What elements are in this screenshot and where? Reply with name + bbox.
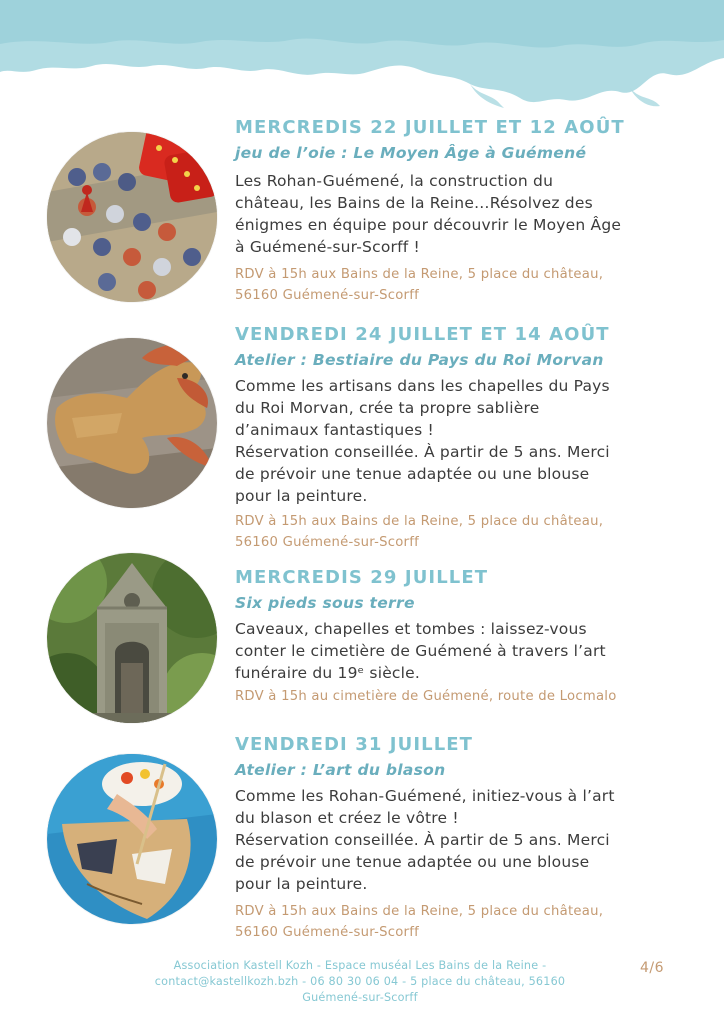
event-1-photo [47,132,217,302]
child-painting-coat-of-arms-photo [47,754,217,924]
description-line: château, les Bains de la Reine…Résolvez des [235,194,593,212]
event-description [235,170,675,258]
description-line: de prévoir une tenue adaptée ou une blouse [235,853,590,871]
watercolor-header-decoration [0,0,724,120]
board-game-with-red-dice-photo [47,132,217,302]
event-title: jeu de l’oie : Le Moyen Âge à Guémené [235,144,587,162]
rdv-line: RDV à 15h aux Bains de la Reine, 5 place du château, [235,904,604,919]
event-meeting-point [235,686,675,707]
event-4-photo [47,754,217,924]
gothic-funerary-chapel-photo [47,553,217,723]
event-date: MERCREDIS 29 JUILLET [235,567,489,588]
event-date: MERCREDIS 22 JUILLET ET 12 AOÛT [235,117,625,138]
event-description [235,785,675,895]
rdv-line: RDV à 15h au cimetière de Guémené, route de Locmalo [235,689,617,704]
rdv-line: 56160 Guémené-sur-Scorff [235,535,419,550]
description-line: énigmes en équipe pour découvrir le Moyen Âge [235,216,622,234]
description-line: du blason et créez le vôtre ! [235,809,459,827]
description-line: funéraire du 19ᵉ siècle. [235,664,421,682]
description-line: pour la peinture. [235,875,368,893]
description-line: à Guémené-sur-Scorff ! [235,238,420,256]
event-2-photo [47,338,217,508]
painted-carved-rooster-beam-photo [47,338,217,508]
event-description [235,375,675,507]
rdv-line: 56160 Guémené-sur-Scorff [235,288,419,303]
rdv-line: 56160 Guémené-sur-Scorff [235,925,419,940]
description-line: du Roi Morvan, crée ta propre sablière [235,399,540,417]
description-line: Réservation conseillée. À partir de 5 ans. Merci [235,831,610,849]
event-title: Atelier : L’art du blason [235,761,446,779]
event-date: VENDREDI 31 JUILLET [235,734,474,755]
event-description [235,618,675,684]
footer-line[interactable]: contact@kastellkozh.bzh - 06 80 30 06 04 - 5 place du château, 56160 [154,975,566,988]
description-line: d’animaux fantastiques ! [235,421,434,439]
event-meeting-point [235,511,675,553]
description-line: conter le cimetière de Guémené à travers l’art [235,642,606,660]
footer-contact [110,958,610,1006]
rdv-line: RDV à 15h aux Bains de la Reine, 5 place du château, [235,267,604,282]
event-meeting-point [235,901,675,943]
description-line: Réservation conseillée. À partir de 5 ans. Merci [235,443,610,461]
rdv-line: RDV à 15h aux Bains de la Reine, 5 place du château, [235,514,604,529]
description-line: Les Rohan-Guémené, la construction du [235,172,554,190]
event-date: VENDREDI 24 JUILLET ET 14 AOÛT [235,324,610,345]
event-3-photo [47,553,217,723]
description-line: Caveaux, chapelles et tombes : laissez-vous [235,620,587,638]
event-title: Six pieds sous terre [235,594,415,612]
footer-line: Guémené-sur-Scorff [302,991,418,1004]
description-line: de prévoir une tenue adaptée ou une blouse [235,465,590,483]
footer-line: Association Kastell Kozh - Espace muséal Les Bains de la Reine - [173,959,547,972]
description-line: pour la peinture. [235,487,368,505]
description-line: Comme les Rohan-Guémené, initiez-vous à l’art [235,787,615,805]
event-meeting-point [235,264,675,306]
event-title: Atelier : Bestiaire du Pays du Roi Morvan [235,351,604,369]
page-number: 4/6 [640,960,665,976]
description-line: Comme les artisans dans les chapelles du Pays [235,377,610,395]
